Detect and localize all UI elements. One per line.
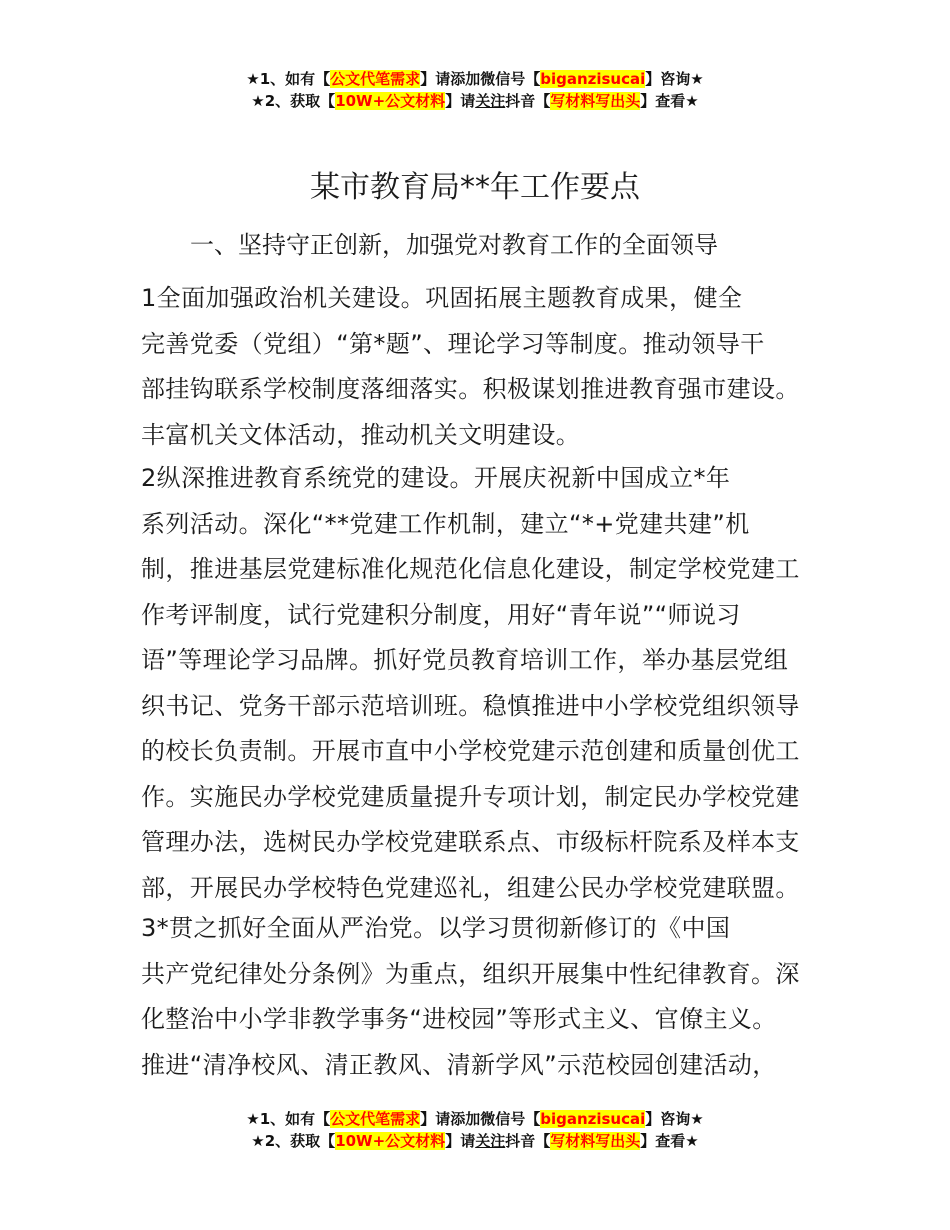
banner-text: ★2、获取【	[251, 92, 336, 110]
highlight-text: 公文代笔需求	[330, 1110, 421, 1128]
banner-text: ★1、如有【	[246, 1110, 331, 1128]
banner-text: 抖音【	[505, 92, 551, 110]
banner-line-2	[0, 90, 950, 112]
text-line: 3*贯之抓好全面从严治党。以学习贯彻新修订的《中国	[141, 914, 731, 942]
underlined-text: 关注	[475, 92, 506, 110]
text-line: 推进“清净校风、清正教风、清新学风”示范校园创建活动，	[141, 1050, 777, 1079]
header-banner	[0, 68, 950, 112]
wechat-id-highlight: biganzisucai	[540, 70, 646, 88]
text-line: 作。实施民办学校党建质量提升专项计划，制定民办学校党建	[141, 782, 800, 811]
text-line: 共产党纪律处分条例》为重点，组织开展集中性纪律教育。深	[141, 959, 800, 988]
text-line: 系列活动。深化“**党建工作机制，建立“*+党建共建”机	[141, 509, 750, 538]
paragraph-3	[141, 906, 821, 1088]
wechat-id-highlight: biganzisucai	[540, 1110, 646, 1128]
text-line: 完善党委（党组）“第*题”、理论学习等制度。推动领导干	[141, 329, 765, 358]
banner-line-1	[0, 1108, 950, 1130]
text-line: 的校长负责制。开展市直中小学校党建示范创建和质量创优工	[141, 737, 800, 765]
banner-text: 】咨询★	[645, 1110, 704, 1128]
text-line: 织书记、党务干部示范培训班。稳慎推进中小学校党组织领导	[141, 691, 800, 720]
paragraph-2	[141, 456, 821, 911]
text-line: 部挂钩联系学校制度落细落实。积极谋划推进教育强市建设。	[141, 375, 800, 403]
banner-text: ★1、如有【	[246, 70, 331, 88]
banner-text: 抖音【	[505, 1132, 551, 1150]
banner-text: 】查看★	[640, 92, 699, 110]
banner-line-2	[0, 1130, 950, 1152]
text-line: 管理办法，选树民办学校党建联系点、市级标杆院系及样本支	[141, 828, 800, 856]
banner-text: 】查看★	[640, 1132, 699, 1150]
text-line: 语”等理论学习品牌。抓好党员教育培训工作，举办基层党组	[141, 646, 789, 674]
underlined-text: 关注	[475, 1132, 506, 1150]
banner-text: 】咨询★	[645, 70, 704, 88]
text-line: 制，推进基层党建标准化规范化信息化建设，制定学校党建工	[141, 555, 800, 583]
banner-line-1	[0, 68, 950, 90]
text-line: 丰富机关文体活动，推动机关文明建设。	[141, 420, 581, 449]
banner-text: 】请	[445, 1132, 476, 1150]
banner-text: 】请添加微信号【	[420, 1110, 541, 1128]
douyin-id-highlight: 写材料写出头	[550, 1132, 641, 1150]
douyin-id-highlight: 写材料写出头	[550, 92, 641, 110]
banner-text: 】请	[445, 92, 476, 110]
footer-banner	[0, 1108, 950, 1152]
text-line: 部，开展民办学校特色党建巡礼，组建公民办学校党建联盟。	[141, 873, 800, 902]
document-title: 某市教育局**年工作要点	[310, 170, 640, 205]
highlight-text: 10W+公文材料	[335, 92, 446, 110]
banner-text: 】请添加微信号【	[420, 70, 541, 88]
text-line: 1全面加强政治机关建设。巩固拓展主题教育成果，健全	[141, 284, 743, 312]
banner-text: ★2、获取【	[251, 1132, 336, 1150]
section-heading: 一、坚持守正创新，加强党对教育工作的全面领导	[190, 231, 718, 259]
text-line: 作考评制度，试行党建积分制度，用好“青年说”“师说习	[141, 600, 741, 629]
text-line: 化整治中小学非教学事务“进校园”等形式主义、官僚主义。	[141, 1005, 777, 1033]
paragraph-1	[141, 276, 821, 458]
text-line: 2纵深推进教育系统党的建设。开展庆祝新中国成立*年	[141, 464, 731, 492]
highlight-text: 10W+公文材料	[335, 1132, 446, 1150]
highlight-text: 公文代笔需求	[330, 70, 421, 88]
